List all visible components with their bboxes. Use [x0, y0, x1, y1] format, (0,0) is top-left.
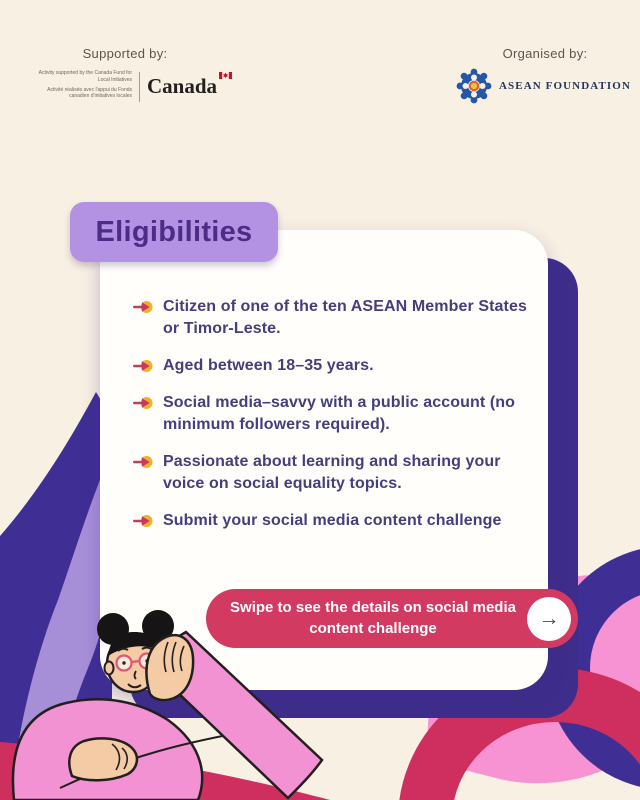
- eligibility-item-text: Passionate about learning and sharing your voice on social equality topics.: [163, 453, 501, 492]
- asean-foundation-gear-icon: [456, 68, 492, 104]
- supported-by-label: Supported by:: [82, 46, 168, 61]
- arrow-bullet-icon: [133, 396, 153, 410]
- swipe-cta-label: Swipe to see the details on social media content challenge: [230, 599, 516, 637]
- eligibility-item-text: Submit your social media content challenge: [163, 512, 502, 529]
- swipe-cta-button[interactable]: [206, 589, 578, 648]
- list-item: [133, 451, 531, 495]
- eligibility-list: [133, 296, 531, 547]
- organised-by-label: Organised by:: [502, 46, 588, 61]
- list-item: [133, 296, 531, 340]
- canada-fineprint-en: Activity supported by the Canada Fund for Local Initiatives: [38, 70, 132, 83]
- canada-wordmark: [147, 74, 231, 99]
- asean-foundation-name: ASEAN FOUNDATION: [499, 80, 631, 92]
- canada-fineprint: [38, 70, 132, 103]
- divider: [139, 72, 140, 102]
- canada-wordmark-text: Canada: [147, 74, 218, 98]
- arrow-right-icon[interactable]: →: [527, 597, 571, 641]
- arrow-bullet-icon: [133, 514, 153, 528]
- page-title: Eligibilities: [95, 215, 253, 248]
- arrow-bullet-icon: [133, 300, 153, 314]
- eye-left: [122, 661, 125, 664]
- eligibility-item-text: Social media–savvy with a public account (no minimum followers required).: [163, 394, 516, 433]
- list-item: [133, 510, 531, 532]
- canada-logo-block: [38, 70, 231, 103]
- list-item: [133, 392, 531, 436]
- arrow-bullet-icon: [133, 359, 153, 373]
- eligibility-item-text: Aged between 18–35 years.: [163, 357, 374, 374]
- eligibility-item-text: Citizen of one of the ten ASEAN Member States or Timor-Leste.: [163, 298, 527, 337]
- arrow-bullet-icon: [133, 455, 153, 469]
- canada-flag-icon: [219, 72, 232, 79]
- title-box: [70, 202, 278, 262]
- glasses-bridge: [131, 661, 140, 662]
- canada-fineprint-fr: Activité réalisée avec l'appui du Fonds canadien d'initiatives locales: [47, 86, 132, 100]
- list-item: [133, 355, 531, 377]
- ear: [105, 662, 114, 675]
- asean-foundation-logo-block: [456, 68, 631, 104]
